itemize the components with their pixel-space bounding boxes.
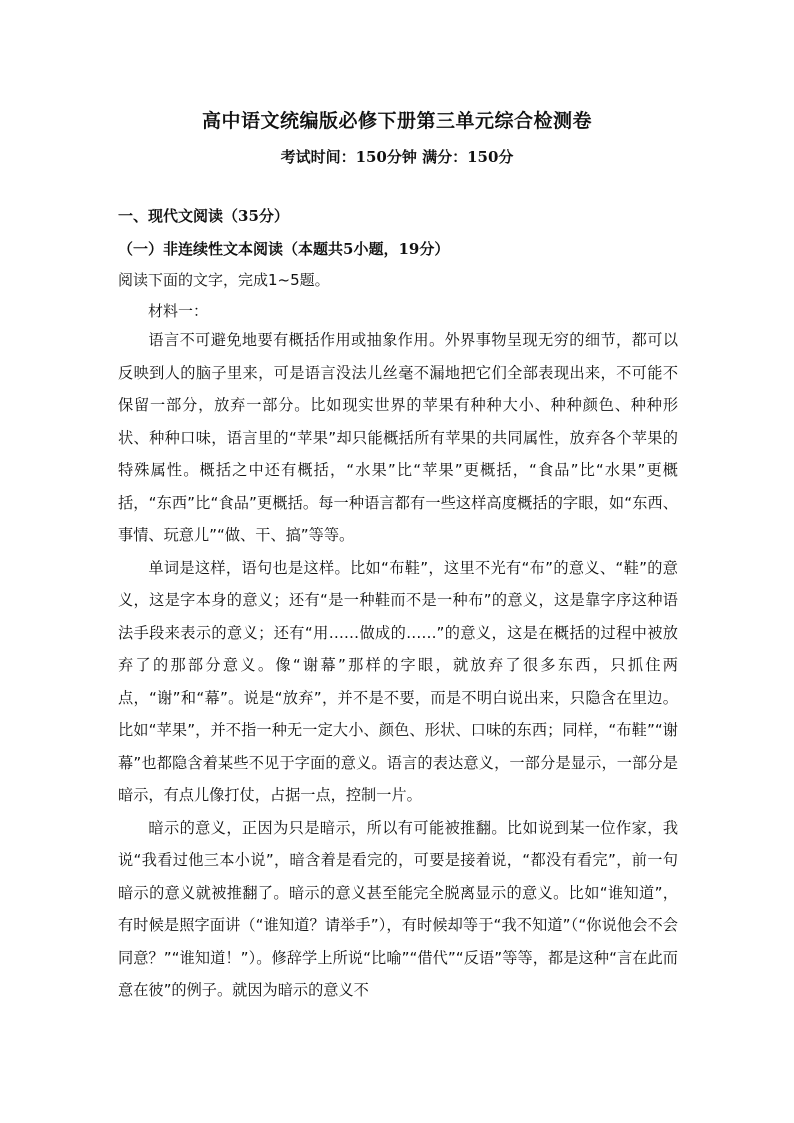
section-heading-modern-reading: 一、现代文阅读（35分） xyxy=(118,207,289,225)
paragraph: 语言不可避免地要有概括作用或抽象作用。外界事物呈现无穷的细节，都可以反映到人的脑子里来，可是语言没法儿丝毫不漏地把它们全部表现出来，不可能不保留一部分，放弃一部分。比如现实世界的苹果有种种大小、种种颜色、种种形状、种种口味，语言里的“苹果”却只能概括所有苹果的共同属性，放弃各个苹果的特殊属性。概括之中还有概括，“水果”比“苹果”更概括，“食品”比“水果”更概括，“东西”比“食品”更概括。每一种语言都有一些这样高度概括的字眼，如“东西、事情、玩意儿”“做、干、搞”等等。 xyxy=(118,331,678,544)
paragraph: 暗示的意义，正因为只是暗示，所以有可能被推翻。比如说到某一位作家，我说“我看过他三本小说”，暗含着是看完的，可要是接着说，“都没有看完”，前一句暗示的意义就被推翻了。暗示的意义甚至能完全脱离显示的意义。比如“谁知道”，有时候是照字面讲（“谁知道？请举手”），有时候却等于“我不知道”（“你说他会不会同意？”“谁知道！”）。修辞学上所说“比喻”“借代”“反语”等等，都是这种“言在此而意在彼”的例子。就因为暗示的意义不 xyxy=(118,818,678,999)
reading-instruction: 阅读下面的文字，完成1~5题。 xyxy=(118,271,330,289)
subsection-heading-nonlinear-text: （一）非连续性文本阅读（本题共5小题，19分） xyxy=(118,240,450,258)
material-one-text xyxy=(118,324,678,1007)
exam-time-and-score: 考试时间：150分钟 满分：150分 xyxy=(280,148,514,166)
material-one-label: 材料一： xyxy=(148,302,209,320)
paragraph: 单词是这样，语句也是这样。比如“布鞋”，这里不光有“布”的意义、“鞋”的意义，这是字本身的意义；还有“是一种鞋而不是一种布”的意义，这是靠字序这种语法手段来表示的意义；还有“用……做成的……”的意义，这是在概括的过程中被放弃了的那部分意义。像“谢幕”那样的字眼，就放弃了很多东西，只抓住两点，“谢”和“幕”。说是“放弃”，并不是不要，而是不明白说出来，只隐含在里边。比如“苹果”，并不指一种无一定大小、颜色、形状、口味的东西；同样，“布鞋”“谢幕”也都隐含着某些不见于字面的意义。语言的表达意义，一部分是显示，一部分是暗示，有点儿像打仗，占据一点，控制一片。 xyxy=(118,558,678,804)
exam-title: 高中语文统编版必修下册第三单元综合检测卷 xyxy=(201,110,592,132)
